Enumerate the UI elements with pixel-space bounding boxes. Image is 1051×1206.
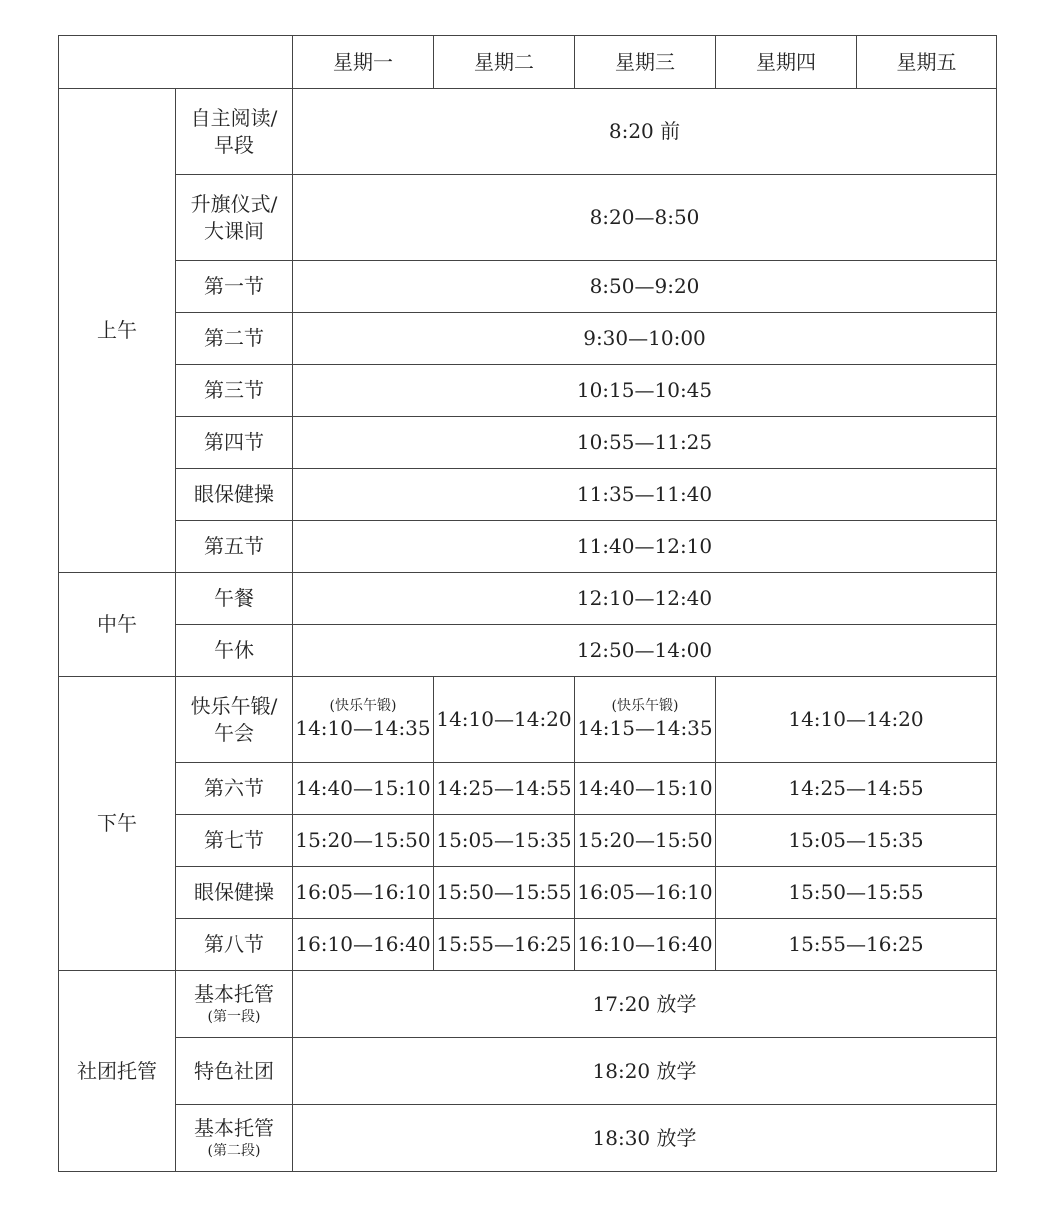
table-row	[59, 521, 997, 573]
period-label-line1: 基本托管	[194, 982, 274, 1007]
period-label: 第一节	[176, 261, 293, 313]
table-row	[59, 867, 997, 919]
time-cell: 18:30 放学	[293, 1105, 997, 1172]
time-cell: 17:20 放学	[293, 971, 997, 1038]
time-cell-tuesday: 15:55—16:25	[434, 919, 575, 971]
schedule-table	[58, 35, 997, 1172]
time-cell-thursday-friday: 15:50—15:55	[716, 867, 997, 919]
time-value: 14:15—14:35	[577, 716, 713, 741]
header-wednesday: 星期三	[575, 36, 716, 89]
period-label	[176, 175, 293, 261]
header-corner-cell	[59, 36, 293, 89]
period-label-line2: 大课间	[204, 218, 264, 243]
time-cell-thursday-friday: 15:55—16:25	[716, 919, 997, 971]
header-thursday: 星期四	[716, 36, 857, 89]
time-cell: 18:20 放学	[293, 1038, 997, 1105]
table-row	[59, 365, 997, 417]
header-monday: 星期一	[293, 36, 434, 89]
time-cell-monday: 16:05—16:10	[293, 867, 434, 919]
time-cell-wednesday: 14:40—15:10	[575, 763, 716, 815]
time-cell-monday: 14:40—15:10	[293, 763, 434, 815]
time-cell: 9:30—10:00	[293, 313, 997, 365]
period-label: 午休	[176, 625, 293, 677]
period-label-line2: 午会	[214, 720, 254, 745]
table-row	[59, 89, 997, 175]
period-label	[176, 677, 293, 763]
period-label-line1: 快乐午锻/	[190, 693, 278, 718]
time-cell-monday: 15:20—15:50	[293, 815, 434, 867]
period-label-line1: 自主阅读/	[190, 105, 278, 130]
time-cell-tuesday: 14:10—14:20	[434, 677, 575, 763]
period-label: 第六节	[176, 763, 293, 815]
time-cell: 8:50—9:20	[293, 261, 997, 313]
time-cell-thursday-friday: 15:05—15:35	[716, 815, 997, 867]
time-cell-monday: 16:10—16:40	[293, 919, 434, 971]
period-label	[176, 89, 293, 175]
period-label: 眼保健操	[176, 469, 293, 521]
time-cell-monday	[293, 677, 434, 763]
time-value: 14:10—14:35	[295, 716, 431, 741]
period-label-line1: 升旗仪式/	[190, 191, 278, 216]
period-label-line2: 早段	[214, 132, 254, 157]
time-cell-tuesday: 15:50—15:55	[434, 867, 575, 919]
time-cell-thursday-friday: 14:10—14:20	[716, 677, 997, 763]
time-cell-tuesday: 15:05—15:35	[434, 815, 575, 867]
period-label: 特色社团	[176, 1038, 293, 1105]
time-cell: 11:40—12:10	[293, 521, 997, 573]
activity-note: (快乐午锻)	[611, 697, 679, 714]
period-label-note: (第二段)	[207, 1143, 261, 1160]
time-cell: 12:10—12:40	[293, 573, 997, 625]
section-label-club: 社团托管	[59, 971, 176, 1172]
table-row	[59, 763, 997, 815]
table-row	[59, 625, 997, 677]
section-label-morning: 上午	[59, 89, 176, 573]
time-cell: 10:55—11:25	[293, 417, 997, 469]
period-label: 第七节	[176, 815, 293, 867]
table-row	[59, 261, 997, 313]
time-cell-wednesday: 15:20—15:50	[575, 815, 716, 867]
table-row	[59, 313, 997, 365]
table-row	[59, 1038, 997, 1105]
period-label: 第二节	[176, 313, 293, 365]
time-cell: 12:50—14:00	[293, 625, 997, 677]
period-label: 第四节	[176, 417, 293, 469]
time-cell: 8:20—8:50	[293, 175, 997, 261]
table-row	[59, 677, 997, 763]
table-row	[59, 417, 997, 469]
time-cell: 11:35—11:40	[293, 469, 997, 521]
time-cell-wednesday	[575, 677, 716, 763]
section-label-noon: 中午	[59, 573, 176, 677]
header-row	[59, 36, 997, 89]
header-friday: 星期五	[857, 36, 997, 89]
period-label: 午餐	[176, 573, 293, 625]
period-label-line1: 基本托管	[194, 1116, 274, 1141]
period-label-note: (第一段)	[207, 1009, 261, 1026]
time-cell: 10:15—10:45	[293, 365, 997, 417]
time-cell-tuesday: 14:25—14:55	[434, 763, 575, 815]
period-label: 第三节	[176, 365, 293, 417]
time-cell: 8:20 前	[293, 89, 997, 175]
table-row	[59, 469, 997, 521]
period-label: 眼保健操	[176, 867, 293, 919]
period-label: 第八节	[176, 919, 293, 971]
period-label	[176, 971, 293, 1038]
section-label-afternoon: 下午	[59, 677, 176, 971]
time-cell-wednesday: 16:05—16:10	[575, 867, 716, 919]
table-row	[59, 573, 997, 625]
period-label	[176, 1105, 293, 1172]
table-row	[59, 919, 997, 971]
table-row	[59, 815, 997, 867]
period-label: 第五节	[176, 521, 293, 573]
header-tuesday: 星期二	[434, 36, 575, 89]
table-row	[59, 175, 997, 261]
table-row	[59, 1105, 997, 1172]
table-row	[59, 971, 997, 1038]
time-cell-thursday-friday: 14:25—14:55	[716, 763, 997, 815]
activity-note: (快乐午锻)	[329, 697, 397, 714]
time-cell-wednesday: 16:10—16:40	[575, 919, 716, 971]
